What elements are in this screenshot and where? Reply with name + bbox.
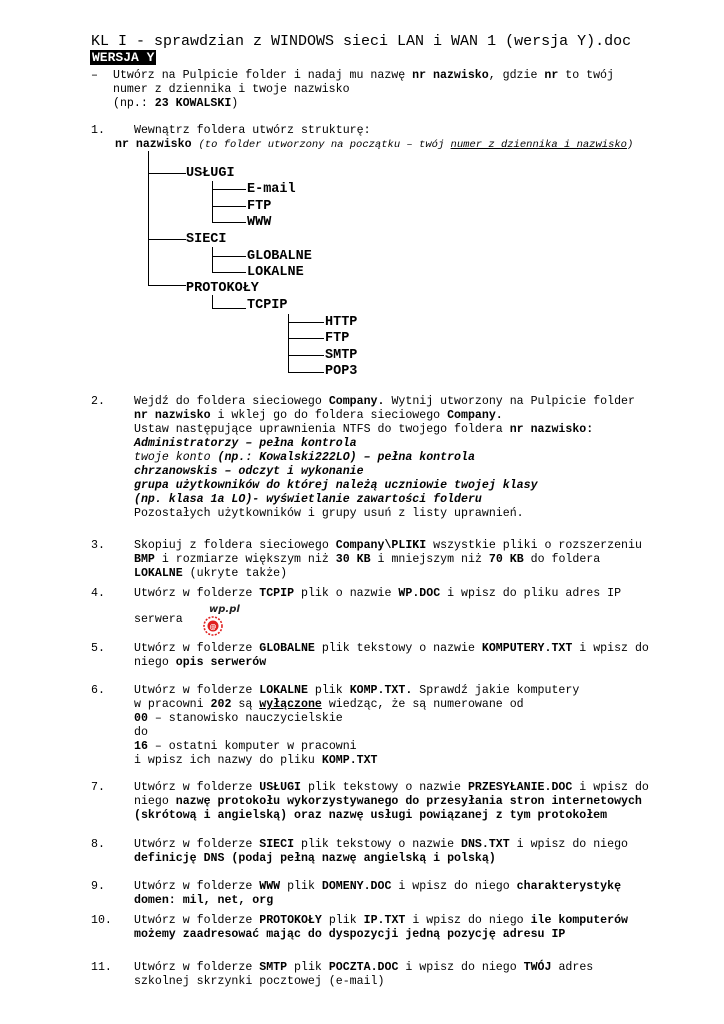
tree-branch-uslugi bbox=[148, 173, 186, 174]
folder-email: E-mail bbox=[247, 182, 296, 197]
task-2-line-9: Pozostałych użytkowników i grupy usuń z listy uprawnień. bbox=[134, 507, 524, 520]
task-4-number: 4. bbox=[91, 587, 105, 600]
task-3-line-2: BMP i rozmiarze większym niż 30 KB i mniejszym niż 70 KB do foldera bbox=[134, 553, 601, 566]
task-5-line-1: Utwórz w folderze GLOBALNE plik tekstowy o nazwie KOMPUTERY.TXT i wpisz do bbox=[134, 642, 649, 655]
task-10-line-1: Utwórz w folderze PROTOKOŁY plik IP.TXT i wpisz do niego ile komputerów bbox=[134, 914, 628, 927]
task-8-line-1: Utwórz w folderze SIECI plik tekstowy o nazwie DNS.TXT i wpisz do niego bbox=[134, 838, 628, 851]
tree-branch-www bbox=[212, 222, 246, 223]
task-2-line-5: twoje konto (np.: Kowalski222LO) – pełna kontrola bbox=[134, 451, 475, 464]
tree-line-uslugi bbox=[212, 181, 213, 223]
task-1-root: nr nazwisko (to folder utworzony na początku – twój numer z dziennika i nazwisko) bbox=[115, 138, 634, 151]
task-4-line-1: Utwórz w folderze TCPIP plik o nazwie WP.DOC i wpisz do pliku adres IP bbox=[134, 587, 622, 600]
task-2-line-7: grupa użytkowników do której należą uczniowie twojej klasy bbox=[134, 479, 538, 492]
tree-branch-pop3 bbox=[288, 372, 324, 373]
task-9-line-1: Utwórz w folderze WWW plik DOMENY.DOC i wpisz do niego charakterystykę bbox=[134, 880, 622, 893]
intro-line-3: (np.: 23 KOWALSKI) bbox=[113, 97, 239, 110]
task-11-line-2: szkolnej skrzynki pocztowej (e-mail) bbox=[134, 975, 385, 988]
task-5-line-2: niego opis serwerów bbox=[134, 656, 267, 669]
tree-branch-lokalne bbox=[212, 272, 246, 273]
task-6-line-3: 00 – stanowisko nauczycielskie bbox=[134, 712, 343, 725]
tree-branch-sieci bbox=[148, 239, 186, 240]
task-2-line-4: Administratorzy – pełna kontrola bbox=[134, 437, 357, 450]
folder-www: WWW bbox=[247, 215, 272, 230]
task-7-number: 7. bbox=[91, 781, 105, 794]
wp-logo-text: wp.pl bbox=[209, 604, 240, 615]
task-10-line-2: możemy zaadresować mając do dyspozycji jedną pozycję adresu IP bbox=[134, 928, 566, 941]
intro-bullet: – bbox=[91, 69, 98, 82]
folder-ftp: FTP bbox=[247, 199, 272, 214]
folder-sieci: SIECI bbox=[186, 232, 227, 247]
tree-line-root bbox=[148, 151, 149, 285]
folder-globalne: GLOBALNE bbox=[247, 249, 312, 264]
tree-line-sieci bbox=[212, 247, 213, 273]
task-1-number: 1. bbox=[91, 124, 105, 137]
task-2-number: 2. bbox=[91, 395, 105, 408]
tree-branch-ftp2 bbox=[288, 338, 324, 339]
task-9-line-2: domen: mil, net, org bbox=[134, 894, 274, 907]
tree-branch-email bbox=[212, 189, 246, 190]
task-10-number: 10. bbox=[91, 914, 112, 927]
task-7-line-2: niego nazwę protokołu wykorzystywanego do przesyłania stron internetowych bbox=[134, 795, 642, 808]
task-7-line-1: Utwórz w folderze USŁUGI plik tekstowy o nazwie PRZESYŁANIE.DOC i wpisz do bbox=[134, 781, 649, 794]
task-3-number: 3. bbox=[91, 539, 105, 552]
wp-logo bbox=[189, 601, 241, 631]
tree-branch-protokoly bbox=[148, 285, 186, 286]
folder-http: HTTP bbox=[325, 315, 358, 330]
folder-ftp2: FTP bbox=[325, 331, 350, 346]
task-2-line-1: Wejdź do foldera sieciowego Company. Wytnij utworzony na Pulpicie folder bbox=[134, 395, 635, 408]
intro-line-2: numer z dziennika i twoje nazwisko bbox=[113, 83, 350, 96]
tree-branch-tcpip bbox=[212, 308, 246, 309]
task-11-number: 11. bbox=[91, 961, 112, 974]
task-8-number: 8. bbox=[91, 838, 105, 851]
task-6-line-4: do bbox=[134, 726, 148, 739]
svg-text:@: @ bbox=[209, 623, 217, 631]
task-3-line-3: LOKALNE (ukryte także) bbox=[134, 567, 288, 580]
tree-branch-smtp bbox=[288, 355, 324, 356]
task-7-line-3: (skrótową i angielską) oraz nazwę usługi powiązanej z tym protokołem bbox=[134, 809, 608, 822]
folder-protokoly: PROTOKOŁY bbox=[186, 281, 259, 296]
task-6-line-6: i wpisz ich nazwy do pliku KOMP.TXT bbox=[134, 754, 378, 767]
task-2-line-8: (np. klasa 1a LO)- wyświetlanie zawartości folderu bbox=[134, 493, 482, 506]
task-5-number: 5. bbox=[91, 642, 105, 655]
task-8-line-2: definicję DNS (podaj pełną nazwę angielską i polską) bbox=[134, 852, 496, 865]
task-4-line-2: serwera bbox=[134, 613, 183, 626]
task-2-line-3: Ustaw następujące uprawnienia NTFS do twojego foldera nr nazwisko: bbox=[134, 423, 594, 436]
tree-branch-ftp bbox=[212, 206, 246, 207]
folder-lokalne: LOKALNE bbox=[247, 265, 304, 280]
task-6-number: 6. bbox=[91, 684, 105, 697]
intro-line-1: Utwórz na Pulpicie folder i nadaj mu nazwę nr nazwisko, gdzie nr to twój bbox=[113, 69, 614, 82]
wp-logo-icon bbox=[203, 615, 255, 637]
task-6-line-1: Utwórz w folderze LOKALNE plik KOMP.TXT. Sprawdź jakie komputery bbox=[134, 684, 580, 697]
task-6-line-5: 16 – ostatni komputer w pracowni bbox=[134, 740, 357, 753]
tree-line-protokoly bbox=[212, 295, 213, 309]
folder-pop3: POP3 bbox=[325, 364, 358, 379]
task-2-line-6: chrzanowskis – odczyt i wykonanie bbox=[134, 465, 364, 478]
folder-tcpip: TCPIP bbox=[247, 298, 288, 313]
tree-branch-http bbox=[288, 322, 324, 323]
task-11-line-1: Utwórz w folderze SMTP plik POCZTA.DOC i wpisz do niego TWÓJ adres bbox=[134, 961, 594, 974]
task-3-line-1: Skopiuj z foldera sieciowego Company\PLIKI wszystkie pliki o rozszerzeniu bbox=[134, 539, 642, 552]
document-title: KL I - sprawdzian z WINDOWS sieci LAN i WAN 1 (wersja Y).doc bbox=[91, 33, 632, 50]
task-2-line-2: nr nazwisko i wklej go do foldera sieciowego Company. bbox=[134, 409, 503, 422]
task-1-text: Wewnątrz foldera utwórz strukturę: bbox=[134, 124, 371, 137]
task-6-line-2: w pracowni 202 są wyłączone wiedząc, że są numerowane od bbox=[134, 698, 524, 711]
folder-smtp: SMTP bbox=[325, 348, 358, 363]
version-badge: WERSJA Y bbox=[92, 50, 155, 65]
folder-uslugi: USŁUGI bbox=[186, 166, 235, 181]
task-9-number: 9. bbox=[91, 880, 105, 893]
tree-branch-globalne bbox=[212, 256, 246, 257]
